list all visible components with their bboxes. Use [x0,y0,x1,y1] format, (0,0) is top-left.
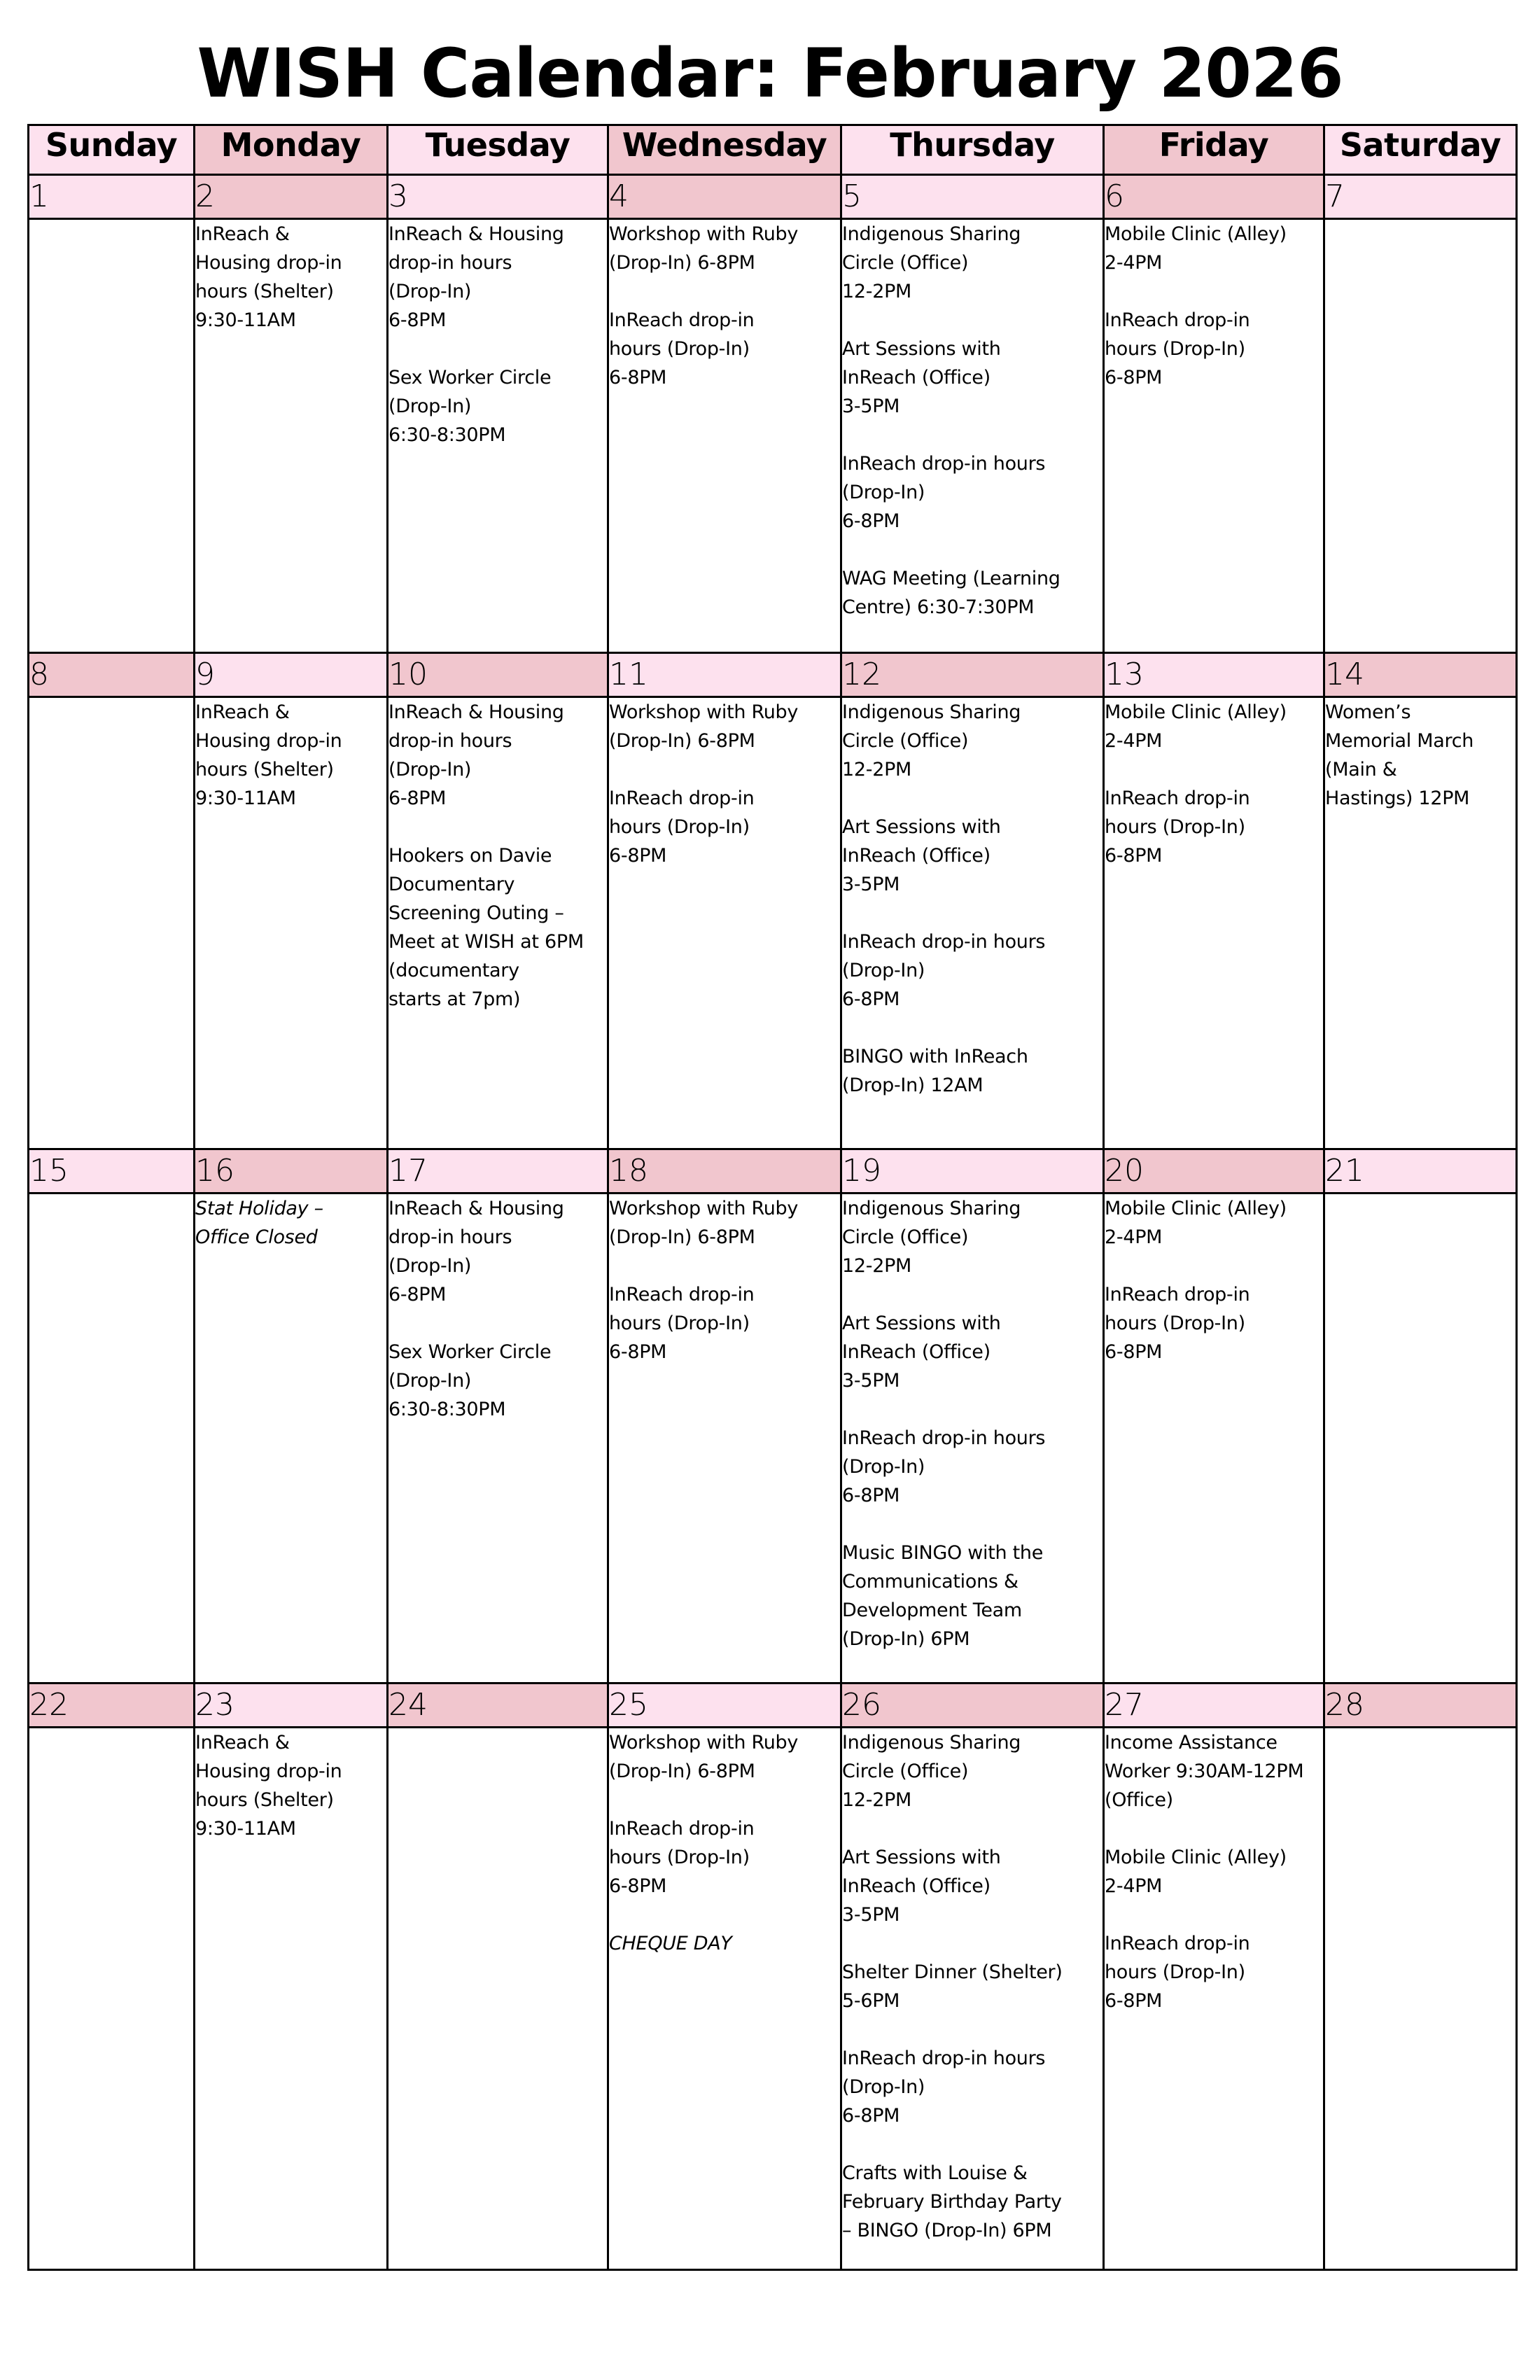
calendar-event: InReach & Housing drop-in hours (Drop-In) 6-8PM [388,701,564,809]
day-number: 22 [29,1684,195,1728]
calendar-event: Mobile Clinic (Alley) 2-4PM [1105,701,1287,752]
weekday-header-monday: Monday [195,125,388,175]
weekday-header-saturday: Saturday [1324,125,1517,175]
day-number: 17 [388,1149,608,1194]
day-events-cell [608,219,841,653]
week-events-row [29,697,1517,1149]
calendar-event: Workshop with Ruby (Drop-In) 6-8PM [609,223,799,274]
day-events-cell [195,1728,388,2270]
calendar-event: InReach & Housing drop-in hours (Shelter) 9:30-11AM [195,701,342,809]
calendar-event: Mobile Clinic (Alley) 2-4PM [1105,1198,1287,1248]
calendar-event: Music BINGO with the Communications & Development Team (Drop-In) 6PM [842,1542,1044,1650]
calendar-event: Indigenous Sharing Circle (Office) 12-2PM [842,701,1021,780]
day-events-cell [608,697,841,1149]
day-number: 23 [195,1684,388,1728]
day-number: 21 [1324,1149,1517,1194]
day-events-cell [841,697,1104,1149]
day-number: 2 [195,175,388,219]
calendar-event: Income Assistance Worker 9:30AM-12PM (Office) [1105,1732,1304,1811]
day-number: 5 [841,175,1104,219]
calendar-event: BINGO with InReach (Drop-In) 12AM [842,1046,1028,1096]
day-events-cell [388,1194,608,1684]
calendar-event: InReach drop-in hours (Drop-In) 6-8PM [842,2047,1046,2127]
day-events-cell [388,219,608,653]
calendar-event: Indigenous Sharing Circle (Office) 12-2PM [842,223,1021,302]
day-events-cell [1104,219,1324,653]
calendar-weeks [29,175,1517,2270]
day-events-cell [195,219,388,653]
day-number: 14 [1324,653,1517,697]
calendar-event: InReach drop-in hours (Drop-In) 6-8PM [1105,309,1250,388]
weekday-header-wednesday: Wednesday [608,125,841,175]
calendar-event: InReach drop-in hours (Drop-In) 6-8PM [609,309,755,388]
day-events-cell [29,1728,195,2270]
calendar-event: Mobile Clinic (Alley) 2-4PM [1105,223,1287,274]
calendar-event: InReach drop-in hours (Drop-In) 6-8PM [1105,1933,1250,2012]
day-events-cell [29,1194,195,1684]
calendar-event: Shelter Dinner (Shelter) 5-6PM [842,1961,1063,2012]
calendar-event: Stat Holiday – Office Closed [195,1198,323,1248]
weekday-header-thursday: Thursday [841,125,1104,175]
calendar-event: InReach drop-in hours (Drop-In) 6-8PM [609,788,755,867]
day-events-cell [29,219,195,653]
calendar-event: Sex Worker Circle (Drop-In) 6:30-8:30PM [388,367,552,446]
day-events-cell [1104,1728,1324,2270]
day-number: 19 [841,1149,1104,1194]
day-number: 25 [608,1684,841,1728]
day-events-cell [1324,219,1517,653]
week-date-row [29,175,1517,219]
calendar-event: Art Sessions with InReach (Office) 3-5PM [842,1312,1001,1392]
day-number: 9 [195,653,388,697]
calendar-event: InReach drop-in hours (Drop-In) 6-8PM [1105,788,1250,867]
day-events-cell [1324,1728,1517,2270]
week-date-row [29,653,1517,697]
day-number: 7 [1324,175,1517,219]
weekday-header-tuesday: Tuesday [388,125,608,175]
calendar-event: InReach drop-in hours (Drop-In) 6-8PM [1105,1284,1250,1363]
day-number: 26 [841,1684,1104,1728]
day-events-cell [841,1728,1104,2270]
day-number: 11 [608,653,841,697]
day-number: 13 [1104,653,1324,697]
calendar-event: Sex Worker Circle (Drop-In) 6:30-8:30PM [388,1341,552,1420]
calendar-event: Indigenous Sharing Circle (Office) 12-2PM [842,1198,1021,1277]
calendar-grid [27,124,1518,2271]
day-number: 27 [1104,1684,1324,1728]
calendar-event: InReach drop-in hours (Drop-In) 6-8PM [842,1427,1046,1506]
weekday-header-sunday: Sunday [29,125,195,175]
week-date-row [29,1684,1517,1728]
day-number: 10 [388,653,608,697]
calendar-event: Crafts with Louise & February Birthday Party – BINGO (Drop-In) 6PM [842,2162,1062,2241]
day-number: 28 [1324,1684,1517,1728]
day-number: 6 [1104,175,1324,219]
calendar-event: InReach drop-in hours (Drop-In) 6-8PM [842,453,1046,532]
weekday-header-row [29,125,1517,175]
page-title: WISH Calendar: February 2026 [197,34,1343,113]
weekday-header-friday: Friday [1104,125,1324,175]
calendar-event: InReach drop-in hours (Drop-In) 6-8PM [609,1284,755,1363]
calendar-event: InReach & Housing drop-in hours (Shelter) 9:30-11AM [195,1732,342,1840]
day-events-cell [841,1194,1104,1684]
calendar-event: Art Sessions with InReach (Office) 3-5PM [842,1847,1001,1926]
week-events-row [29,1728,1517,2270]
day-events-cell [388,697,608,1149]
day-number: 18 [608,1149,841,1194]
day-events-cell [29,697,195,1149]
calendar-event: Workshop with Ruby (Drop-In) 6-8PM [609,701,799,752]
day-events-cell [1104,1194,1324,1684]
day-events-cell [195,697,388,1149]
calendar-event: InReach & Housing drop-in hours (Shelter) 9:30-11AM [195,223,342,331]
calendar-event: Indigenous Sharing Circle (Office) 12-2PM [842,1732,1021,1811]
calendar-event: InReach drop-in hours (Drop-In) 6-8PM [609,1818,755,1897]
day-number: 3 [388,175,608,219]
calendar-event: Workshop with Ruby (Drop-In) 6-8PM [609,1732,799,1782]
day-events-cell [1104,697,1324,1149]
calendar-event: Art Sessions with InReach (Office) 3-5PM [842,816,1001,895]
calendar-event: InReach & Housing drop-in hours (Drop-In) 6-8PM [388,223,564,331]
day-events-cell [1324,1194,1517,1684]
day-events-cell [388,1728,608,2270]
calendar-event: Art Sessions with InReach (Office) 3-5PM [842,338,1001,417]
day-number: 12 [841,653,1104,697]
day-number: 15 [29,1149,195,1194]
day-number: 4 [608,175,841,219]
week-date-row [29,1149,1517,1194]
calendar-event: Women’s Memorial March (Main & Hastings) 12PM [1325,701,1474,809]
calendar-event: InReach & Housing drop-in hours (Drop-In) 6-8PM [388,1198,564,1306]
day-events-cell [608,1728,841,2270]
calendar-event: InReach drop-in hours (Drop-In) 6-8PM [842,931,1046,1010]
calendar-event: WAG Meeting (Learning Centre) 6:30-7:30PM [842,568,1060,618]
calendar-event: Workshop with Ruby (Drop-In) 6-8PM [609,1198,799,1248]
calendar-event: Hookers on Davie Documentary Screening Outing – Meet at WISH at 6PM (documentary starts at 7pm) [388,845,584,1010]
day-number: 8 [29,653,195,697]
day-number: 16 [195,1149,388,1194]
day-number: 1 [29,175,195,219]
week-events-row [29,1194,1517,1684]
calendar-event: CHEQUE DAY [609,1933,732,1954]
day-events-cell [608,1194,841,1684]
week-events-row [29,219,1517,653]
day-events-cell [195,1194,388,1684]
day-events-cell [1324,697,1517,1149]
calendar-event: Mobile Clinic (Alley) 2-4PM [1105,1847,1287,1897]
day-number: 24 [388,1684,608,1728]
day-number: 20 [1104,1149,1324,1194]
day-events-cell [841,219,1104,653]
